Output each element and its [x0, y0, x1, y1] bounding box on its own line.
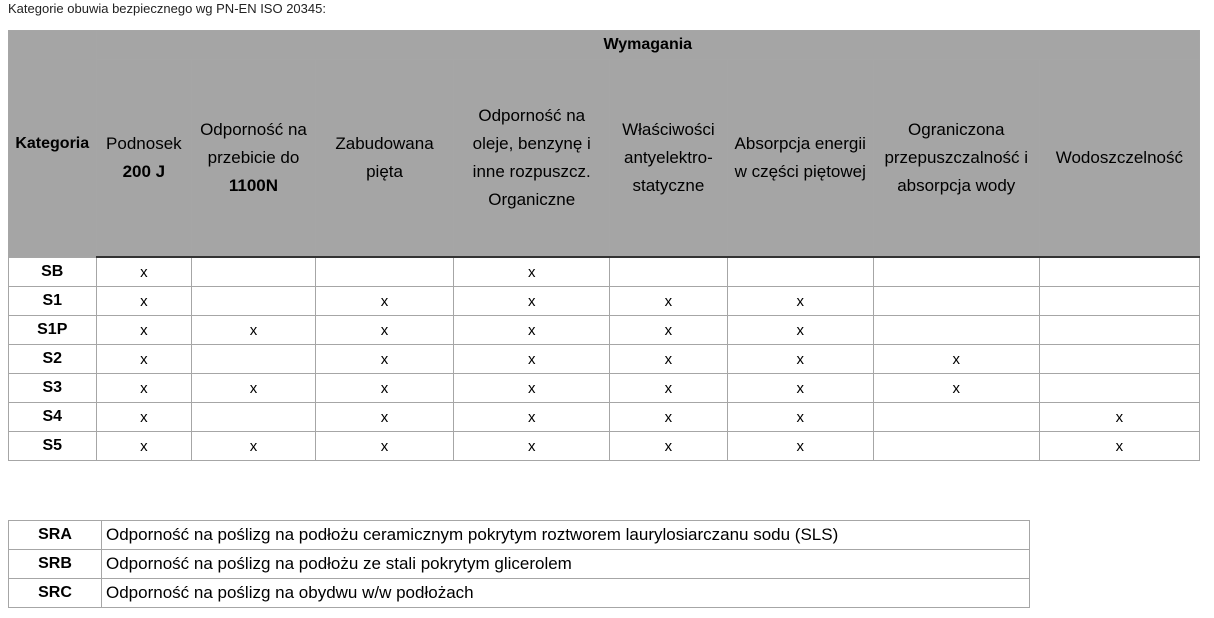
table-row	[9, 345, 1200, 374]
table-row	[9, 579, 1030, 608]
requirement-cell	[873, 287, 1039, 316]
requirement-cell: x	[610, 316, 728, 345]
requirement-cell: x	[1039, 432, 1199, 461]
requirement-cell: x	[315, 432, 454, 461]
category-cell: SB	[9, 257, 97, 287]
requirement-cell	[873, 432, 1039, 461]
requirement-cell	[315, 257, 454, 287]
requirement-cell: x	[454, 345, 610, 374]
slip-description-cell: Odporność na poślizg na podłożu ze stali pokrytym glicerolem	[102, 550, 1030, 579]
requirement-cell: x	[610, 345, 728, 374]
requirement-cell	[873, 257, 1039, 287]
requirement-header-waterproof: Wodoszczelność	[1039, 60, 1199, 258]
slip-description-cell: Odporność na poślizg na obydwu w/w podłożach	[102, 579, 1030, 608]
page-caption: Kategorie obuwia bezpiecznego wg PN-EN ISO 20345:	[8, 1, 326, 16]
requirement-header-heel: Zabudowana pięta	[315, 60, 454, 258]
requirement-header-water-penetration: Ograniczona przepuszczalność i absorpcja wody	[873, 60, 1039, 258]
requirement-cell: x	[727, 432, 873, 461]
requirement-header-oil-resistance: Odporność na oleje, benzynę i inne rozpuszcz. Organiczne	[454, 60, 610, 258]
requirement-header-energy-absorption: Absorpcja energii w części piętowej	[727, 60, 873, 258]
requirement-cell: x	[315, 374, 454, 403]
category-cell: S1	[9, 287, 97, 316]
requirement-cell: x	[610, 287, 728, 316]
requirement-cell	[873, 316, 1039, 345]
requirement-cell: x	[454, 432, 610, 461]
requirement-cell: x	[610, 374, 728, 403]
slip-code-cell: SRC	[9, 579, 102, 608]
slip-code-cell: SRA	[9, 521, 102, 550]
requirement-cell: x	[192, 316, 315, 345]
requirement-cell: x	[96, 432, 192, 461]
requirement-cell: x	[454, 403, 610, 432]
requirement-cell: x	[315, 345, 454, 374]
category-cell: S1P	[9, 316, 97, 345]
requirement-cell: x	[192, 374, 315, 403]
requirement-cell: x	[454, 287, 610, 316]
table-row	[9, 316, 1200, 345]
requirement-cell: x	[315, 403, 454, 432]
requirement-cell: x	[873, 345, 1039, 374]
requirements-group-header: Wymagania	[96, 31, 1200, 60]
table-row	[9, 550, 1030, 579]
requirement-cell: x	[610, 403, 728, 432]
table-row	[9, 432, 1200, 461]
requirement-cell	[192, 403, 315, 432]
requirement-cell: x	[873, 374, 1039, 403]
slip-resistance-table	[8, 520, 1030, 608]
requirement-cell	[1039, 316, 1199, 345]
category-cell: S5	[9, 432, 97, 461]
requirement-cell	[192, 345, 315, 374]
requirement-cell	[1039, 287, 1199, 316]
requirement-cell	[1039, 374, 1199, 403]
slip-description-cell: Odporność na poślizg na podłożu ceramicznym pokrytym roztworem laurylosiarczanu sodu (SLS)	[102, 521, 1030, 550]
requirement-cell	[1039, 257, 1199, 287]
category-cell: S4	[9, 403, 97, 432]
requirement-cell: x	[315, 287, 454, 316]
table-row	[9, 374, 1200, 403]
requirement-cell	[192, 257, 315, 287]
requirement-cell	[1039, 345, 1199, 374]
category-cell: S3	[9, 374, 97, 403]
requirement-cell	[192, 287, 315, 316]
requirement-cell: x	[96, 316, 192, 345]
requirement-cell: x	[96, 374, 192, 403]
requirement-cell: x	[727, 374, 873, 403]
requirement-cell	[610, 257, 728, 287]
requirement-header-toecap: Podnosek 200 J	[96, 60, 192, 258]
requirement-cell	[873, 403, 1039, 432]
safety-footwear-table	[8, 30, 1200, 461]
requirement-cell: x	[96, 403, 192, 432]
requirement-cell: x	[454, 374, 610, 403]
requirement-header-antistatic: Właściwości antyelektro-statyczne	[610, 60, 728, 258]
requirement-cell: x	[96, 257, 192, 287]
requirement-cell: x	[96, 345, 192, 374]
requirement-cell: x	[454, 316, 610, 345]
table-row	[9, 521, 1030, 550]
requirement-cell: x	[315, 316, 454, 345]
requirement-cell: x	[96, 287, 192, 316]
requirement-header-penetration: Odporność na przebicie do 1100N	[192, 60, 315, 258]
requirement-cell: x	[1039, 403, 1199, 432]
table-row	[9, 403, 1200, 432]
table-row	[9, 257, 1200, 287]
requirement-cell: x	[454, 257, 610, 287]
category-cell: S2	[9, 345, 97, 374]
requirement-cell: x	[727, 345, 873, 374]
requirement-cell	[727, 257, 873, 287]
slip-code-cell: SRB	[9, 550, 102, 579]
requirement-cell: x	[727, 403, 873, 432]
table-row	[9, 287, 1200, 316]
requirement-cell: x	[727, 287, 873, 316]
requirement-cell: x	[610, 432, 728, 461]
category-header: Kategoria	[9, 31, 97, 258]
requirement-cell: x	[727, 316, 873, 345]
requirement-cell: x	[192, 432, 315, 461]
